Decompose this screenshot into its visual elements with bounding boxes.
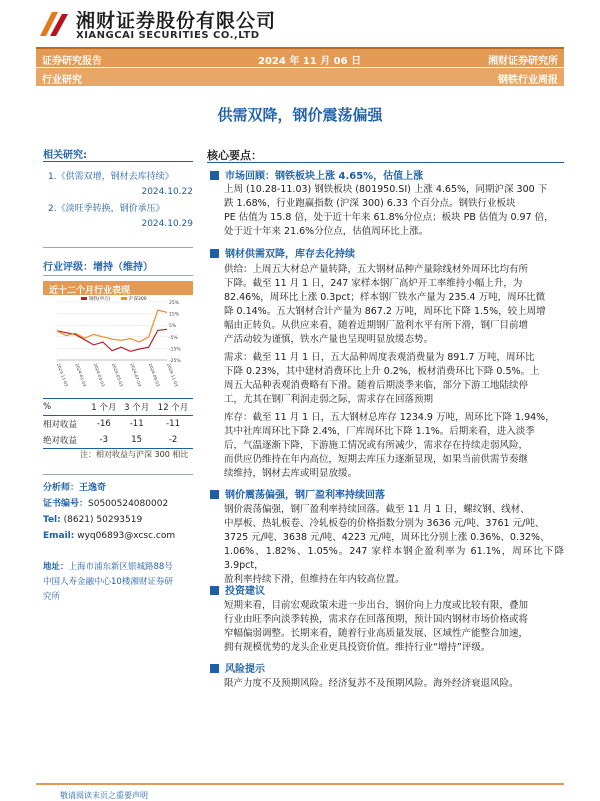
bullet-square-icon xyxy=(210,490,219,499)
y-tick-label: -25% xyxy=(169,359,181,364)
table-cell: -2 xyxy=(168,435,178,445)
section-title: 市场回顾：钢铁板块上涨 4.65%，估值上涨 xyxy=(225,171,424,182)
section-title: 投资建议 xyxy=(225,586,265,597)
x-tick-label: 2024-05-03 xyxy=(111,362,125,388)
paragraph-line: 82.46%，周环比上涨 0.3pct；样本钢厂铁水产量为 235.4 万吨，周环比微 xyxy=(224,292,546,303)
tel-value: (8621) 50293519 xyxy=(63,515,143,525)
address-block xyxy=(43,560,203,605)
related-item-2[interactable] xyxy=(48,203,193,230)
y-tick-label: 15% xyxy=(169,312,180,318)
table-header-cell: 3 个月 xyxy=(124,403,150,413)
institute-name: 湘财证券研究所 xyxy=(488,56,558,67)
industry-performance-chart xyxy=(43,296,193,396)
paragraph-line: 供给：上周五大材总产量转降，五大钢材品种产量除线材外周环比均有所 xyxy=(224,264,529,275)
table-cell: -11 xyxy=(166,419,180,429)
divider xyxy=(43,474,193,475)
related-item-date: 2024.10.29 xyxy=(141,219,193,229)
bullet-square-icon xyxy=(210,586,219,595)
legend-swatch xyxy=(121,297,127,300)
y-tick-label: 5% xyxy=(169,324,177,330)
section-steel-price xyxy=(210,486,385,501)
legend-label: 钢铁(申万) xyxy=(89,297,111,302)
section-title: 钢材供需双降，库存去化持续 xyxy=(225,249,355,260)
y-tick-label: -5% xyxy=(169,335,178,341)
paragraph-line: 周五大品种表观消费略有下滑。随着后期淡季来临，部分下游工地陆续停 xyxy=(224,380,529,391)
paragraph-line: 盈利率持续下滑，但维持在年内较高位置。 xyxy=(224,574,405,585)
supply-demand-text xyxy=(224,263,564,481)
paragraph-line: PE 估值为 15.8 倍，处于近十年来 61.8%分位点；板块 PB 估值为 0.97 倍， xyxy=(224,212,554,223)
paragraph-line: 钢价震荡偏强，钢厂盈利率持续回落。截至 11 月 1 日，螺纹钢、线材、 xyxy=(224,504,530,515)
y-tick-label: 25% xyxy=(169,301,180,306)
paragraph-line: 上周 (10.28-11.03) 钢铁板块 (801950.SI) 上涨 4.65%，同期沪深 300 下 xyxy=(224,184,548,195)
category: 行业研究 xyxy=(42,75,82,86)
paragraph-line: 需求：截至 11 月 1 日，五大品种周度表观消费量为 891.7 万吨，周环比 xyxy=(224,352,535,363)
table-cell: 绝对收益 xyxy=(43,436,78,446)
section-risk-warning xyxy=(210,660,265,675)
table-note: 注：相对收益与沪深 300 相比 xyxy=(80,450,189,459)
related-item-1[interactable] xyxy=(48,171,193,198)
report-title: 供需双降，钢价震荡偏强 xyxy=(217,106,383,124)
section-title: 风险提示 xyxy=(225,664,265,675)
table-row xyxy=(43,416,193,433)
core-points-title: 核心要点： xyxy=(207,149,262,162)
address-line: 上海市浦东新区银城路88号 xyxy=(68,562,173,572)
related-item-title: 1.《供需双增，钢材去库持续》 xyxy=(48,172,174,182)
footer-disclaimer[interactable]: 敬请阅读末页之重要声明 xyxy=(60,791,148,800)
legend-swatch xyxy=(81,297,87,300)
divider xyxy=(43,275,193,276)
paragraph-line: 工，尤其在钢厂利润走弱之际，需求存在回落预期 xyxy=(224,394,434,405)
paragraph-line: 降 0.14%。五大钢材合计产量为 867.2 万吨，周环比下降 1.5%，较上周增 xyxy=(224,306,546,317)
analyst-name: 分析师：王逸奇 xyxy=(43,483,107,493)
chart-title: 近十二个月行业表现 xyxy=(43,281,193,295)
paragraph-line: 中厚板、热轧板卷、冷轧板卷的价格指数分别为 3636 元/吨、3761 元/吨、 xyxy=(224,518,545,529)
x-tick-label: 2024-09-03 xyxy=(147,362,161,388)
footer-divider xyxy=(36,783,564,785)
company-name-cn: 湘财证券股份有限公司 xyxy=(76,10,277,32)
paragraph-line: 窄幅偏弱调整。长期来看，随着行业高质量发展、区域性产能整合加速， xyxy=(224,628,529,639)
header-bar xyxy=(36,49,564,67)
category-bar xyxy=(36,68,564,86)
steel-price-text xyxy=(224,503,564,587)
paragraph-line: 跌 1.68%，行业跑赢指数 (沪深 300) 6.33 个百分点。钢铁行业板块 xyxy=(224,198,516,209)
address-line: 究所 xyxy=(43,592,61,602)
industry-rating: 行业评级：增持（维持） xyxy=(43,262,153,273)
paragraph-line: 限产力度不及预期风险。经济复苏不及预期风险。海外经济衰退风险。 xyxy=(224,678,519,689)
paragraph-line: 短期来看，目前宏观政策未进一步出台，钢价向上力度或比较有限，叠加 xyxy=(224,600,529,611)
table-header-row xyxy=(43,399,193,416)
paragraph-line: 3725 元/吨、3638 元/吨、4223 元/吨，周环比分别上涨 0.36%、0.32%、 xyxy=(224,532,550,543)
bullet-square-icon xyxy=(210,171,219,180)
sub-category: 钢铁行业周报 xyxy=(498,75,558,86)
series-line-1 xyxy=(57,310,167,342)
x-tick-label: 2024-07-03 xyxy=(129,362,143,388)
table-cell: -3 xyxy=(99,435,109,445)
email-value[interactable]: wyq06893@xcsc.com xyxy=(77,531,176,541)
table-row xyxy=(43,432,193,449)
related-research-title: 相关研究: xyxy=(43,150,87,161)
table-header-cell: 1 个月 xyxy=(91,403,117,413)
cert-label: 证书编号： xyxy=(43,499,89,509)
related-item-title: 2.《淡旺季转换，钢价承压》 xyxy=(48,204,165,214)
related-item-date: 2024.10.22 xyxy=(141,187,193,197)
paragraph-line: 库存：截至 11 月 1 日，五大钢材总库存 1234.9 万吨，周环比下降 1.94%， xyxy=(224,412,555,423)
paragraph-line: 产活动较为谨慎，铁水产量也呈现明显放缓态势。 xyxy=(224,334,434,345)
paragraph-line: 下降。截至 11 月 1 日，247 家样本钢厂高炉开工率维持小幅上升，为 xyxy=(224,278,523,289)
market-review-text xyxy=(224,183,564,239)
bullet-square-icon xyxy=(210,664,219,673)
section-title: 钢价震荡偏强，钢厂盈利率持续回落 xyxy=(225,490,385,501)
investment-advice-text xyxy=(224,599,564,655)
table-header-cell: % xyxy=(43,402,52,412)
table-cell: -11 xyxy=(129,419,144,429)
section-investment-advice xyxy=(210,582,265,597)
risk-warning-text xyxy=(224,677,564,691)
legend-label: 沪深300 xyxy=(129,297,147,302)
tel-label: Tel: xyxy=(43,515,61,525)
performance-table xyxy=(43,398,193,449)
logo-mark-icon xyxy=(36,6,72,42)
paragraph-line: 拥有规模优势的龙头企业更具投资价值。维持行业“增持”评级。 xyxy=(224,642,491,653)
paragraph-line: 1.06%、1.82%、1.05%。247 家样本钢企盈利率为 61.1%，周环比下降 3.9pct， xyxy=(224,546,564,571)
company-name-en: XIANGCAI SECURITIES CO.,LTD xyxy=(76,30,260,41)
analyst-info xyxy=(43,480,203,544)
paragraph-line: 而供应仍维持在年内高位，短期去库压力逐渐显现，如果当前供需节奏继 xyxy=(224,454,529,465)
paragraph-line: 后，气温逐渐下降，下游施工情况或有所减少，需求存在持续走弱风险， xyxy=(224,440,529,451)
paragraph-line: 下降 0.23%，其中建材消费环比上升 0.2%，板材消费环比下降 0.5%。上 xyxy=(224,366,540,377)
core-divider xyxy=(207,162,564,163)
report-type: 证券研究报告 xyxy=(42,56,102,67)
divider xyxy=(43,247,193,248)
x-tick-label: 2023-11-03 xyxy=(56,362,70,388)
x-tick-label: 2024-01-03 xyxy=(74,362,88,388)
address-label: 地址： xyxy=(43,562,69,572)
paragraph-line: 处于近十年来 21.6%分位点，估值周环比上涨。 xyxy=(224,226,429,237)
bullet-square-icon xyxy=(210,249,219,258)
section-supply-demand xyxy=(210,245,355,260)
table-cell: 15 xyxy=(131,435,143,445)
related-divider xyxy=(43,161,193,162)
report-date: 2024 年 11 月 06 日 xyxy=(258,56,362,67)
x-tick-label: 2024-03-03 xyxy=(92,362,106,388)
paragraph-line: 续维持，钢材去库或明显放缓。 xyxy=(224,468,358,479)
address-line: 中国人寿金融中心10楼湘财证券研 xyxy=(43,577,173,587)
cert-value: S0500524080002 xyxy=(88,499,169,509)
company-logo xyxy=(36,4,296,44)
table-header-cell: 12 个月 xyxy=(157,403,189,413)
section-market-review xyxy=(210,167,423,182)
paragraph-line: 行业由旺季向淡季转换，需求存在回落预期，预计国内钢材市场价格或将 xyxy=(224,614,529,625)
y-tick-label: -15% xyxy=(169,347,181,353)
email-label: Email: xyxy=(43,531,75,541)
x-tick-label: 2024-11-03 xyxy=(166,362,180,388)
table-cell: 相对收益 xyxy=(43,420,78,430)
paragraph-line: 其中社库周环比下降 2.4%，厂库周环比下降 1.1%。后期来看，进入淡季 xyxy=(224,426,535,437)
paragraph-line: 幅由正转负。从供应来看，随着近期钢厂盈利水平有所下滑，钢厂目前增 xyxy=(224,320,529,331)
table-cell: -16 xyxy=(96,419,111,429)
